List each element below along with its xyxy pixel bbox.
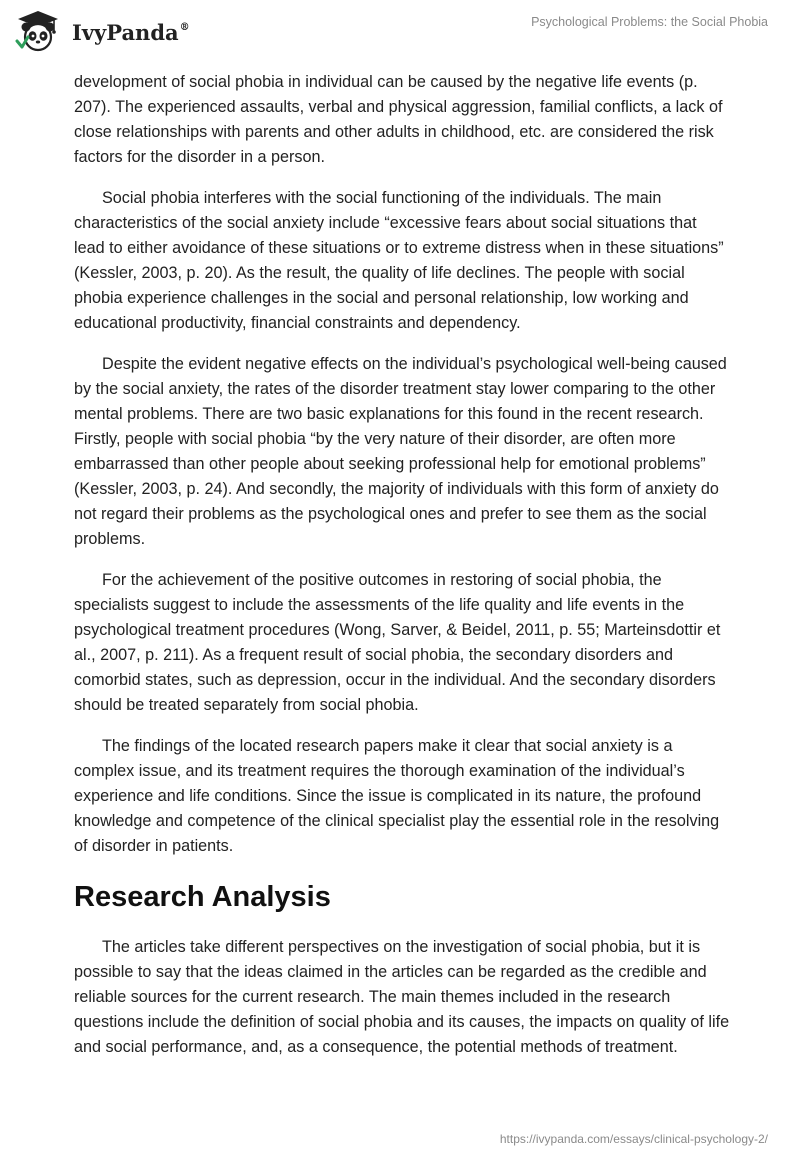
brand-name: IvyPanda® xyxy=(72,19,190,45)
paragraph: The findings of the located research papers make it clear that social anxiety is a complex issue, and its treatment requires the thorough examination of the individual’s experience and life conditions. Since the issue is complicated in its nature, the profound knowledge and competence of the clinical specialist play the essential role in the resolving of disorder in patients. xyxy=(74,737,720,855)
brand-logo[interactable] xyxy=(14,8,214,54)
paragraph: Despite the evident negative effects on the individual’s psychological well-being caused by the social anxiety, the rates of the disorder treatment stay lower comparing to the other mental problems. There are two basic explanations for this found in the recent research. Firstly, people with social phobia “by the very nature of their disorder, are often more embarrassed than other people about seeking professional help for emotional problems” (Kessler, 2003, p. 24). And secondly, the majority of individuals with this form of anxiety do not regard their problems as the psychological ones and prefer to see them as the social problems. xyxy=(74,355,727,548)
paragraph: development of social phobia in individual can be caused by the negative life events (p. 207). The experienced assaults, verbal and physical aggression, familial conflicts, a lack of close relationships with parents and other adults in childhood, etc. are considered the risk factors for the disorder in a person. xyxy=(74,73,723,166)
document-title: Psychological Problems: the Social Phobia xyxy=(531,15,768,29)
page-header xyxy=(0,0,800,60)
paragraph: For the achievement of the positive outcomes in restoring of social phobia, the specialists suggest to include the assessments of the life quality and life events in the psychological treatment procedures (Wong, Sarver, & Beidel, 2011, p. 55; Marteinsdottir et al., 2007, p. 211). As a frequent result of social phobia, the secondary disorders and comorbid states, such as depression, occur in the individual. And the secondary disorders should be treated separately from social phobia. xyxy=(74,571,721,714)
panda-logo-icon xyxy=(14,9,62,53)
registered-mark: ® xyxy=(179,21,190,33)
essay-content xyxy=(74,70,730,1076)
source-url-link[interactable]: https://ivypanda.com/essays/clinical-psychology-2/ xyxy=(499,1132,768,1146)
paragraph: Social phobia interferes with the social functioning of the individuals. The main characteristics of the social anxiety include “excessive fears about social situations that lead to either avoidance of these situations or to extreme distress when in these situations” (Kessler, 2003, p. 20). As the result, the quality of life declines. The people with social phobia experience challenges in the social and personal relationship, low working and educational productivity, financial constraints and dependency. xyxy=(74,189,724,332)
paragraph: The articles take different perspectives on the investigation of social phobia, but it is possible to say that the ideas claimed in the articles can be regarded as the credible and reliable sources for the current research. The main themes included in the research questions include the definition of social phobia and its causes, the impacts on quality of life and social performance, and, as a consequence, the potential methods of treatment. xyxy=(74,938,730,1056)
section-heading: Research Analysis xyxy=(74,881,331,913)
